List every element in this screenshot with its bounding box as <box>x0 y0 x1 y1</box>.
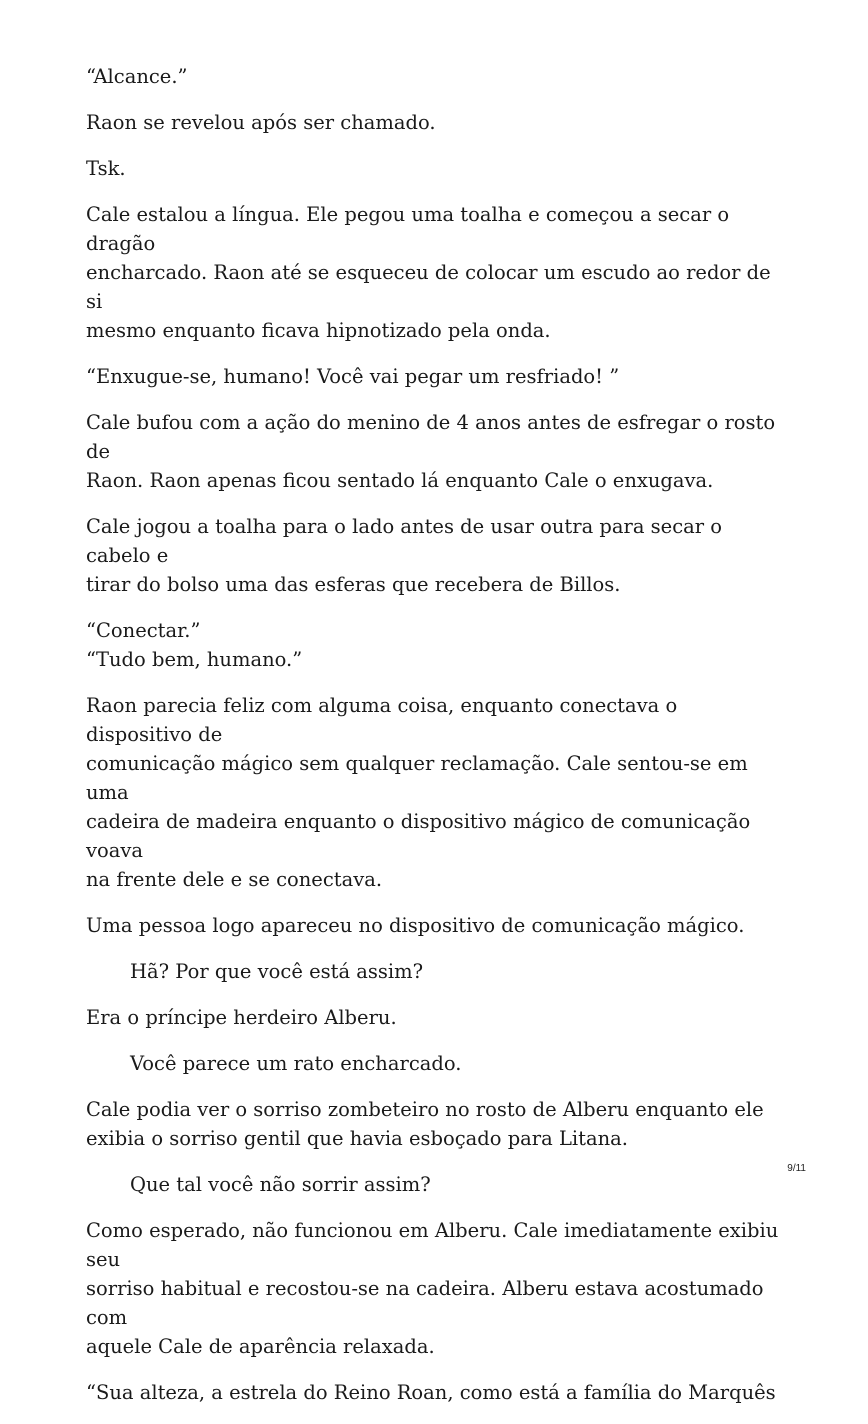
paragraph: “Enxugue-se, humano! Você vai pegar um resfriado! ” <box>86 365 620 388</box>
paragraph: Cale podia ver o sorriso zombeteiro no rosto de Alberu enquanto ele exibia o sorriso gentil que havia esboçado para Litana. <box>86 1098 764 1150</box>
paragraph: Cale bufou com a ação do menino de 4 anos antes de esfregar o rosto de Raon. Raon apenas ficou sentado lá enquanto Cale o enxugava. <box>86 411 776 492</box>
indented-paragraph: Que tal você não sorrir assim? <box>130 1173 431 1196</box>
paragraph: Tsk. <box>86 157 126 180</box>
paragraph: Raon se revelou após ser chamado. <box>86 111 436 134</box>
paragraph: Como esperado, não funcionou em Alberu. Cale imediatamente exibiu seu sorriso habitual e recostou-se na cadeira. Alberu estava acostumado com aquele Cale de aparência relaxada. <box>86 1219 779 1358</box>
paragraph: “Sua alteza, a estrela do Reino Roan, como está a família do Marquês <box>86 1381 776 1404</box>
paragraph: Cale jogou a toalha para o lado antes de usar outra para secar o cabelo e tirar do bolso uma das esferas que recebera de Billos. <box>86 515 722 596</box>
paragraph: Uma pessoa logo apareceu no dispositivo de comunicação mágico. <box>86 914 745 937</box>
document-body <box>86 62 786 1424</box>
paragraph: “Conectar.” “Tudo bem, humano.” <box>86 619 303 671</box>
indented-paragraph: Hã? Por que você está assim? <box>130 960 424 983</box>
page-number: 9/11 <box>787 1163 806 1174</box>
paragraph: “Alcance.” <box>86 65 188 88</box>
paragraph: Era o príncipe herdeiro Alberu. <box>86 1006 397 1029</box>
indented-paragraph: Você parece um rato encharcado. <box>130 1052 462 1075</box>
paragraph: Raon parecia feliz com alguma coisa, enquanto conectava o dispositivo de comunicação mágico sem qualquer reclamação. Cale sentou-se em uma cadeira de madeira enquanto o dispositivo mágico de comunicação voava na frente dele e se conectava. <box>86 694 751 891</box>
paragraph: Cale estalou a língua. Ele pegou uma toalha e começou a secar o dragão encharcado. Raon até se esqueceu de colocar um escudo ao redor de si mesmo enquanto ficava hipnotizado pela onda. <box>86 203 771 342</box>
